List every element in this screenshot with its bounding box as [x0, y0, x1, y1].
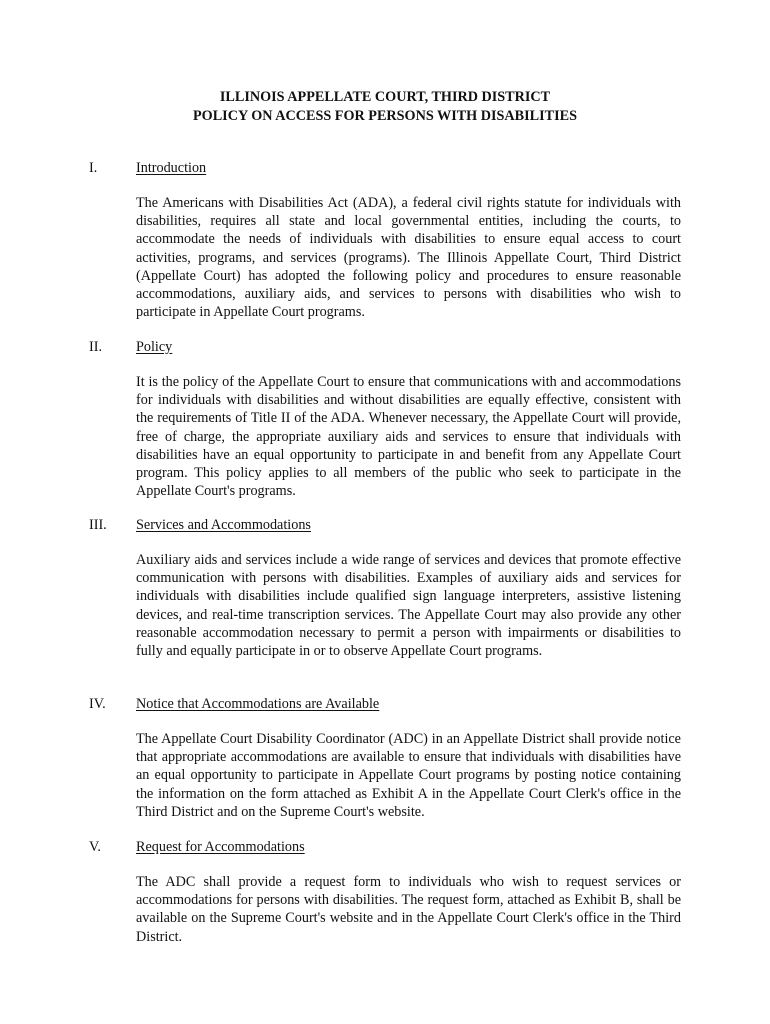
- section-body: [136, 873, 681, 946]
- section-body: [136, 730, 681, 821]
- section-body: [136, 194, 681, 321]
- section-body-text: The Americans with Disabilities Act (ADA), a federal civil rights statute for individuals with disabilities, requires all state and local governmental entities, including the courts, to accommodate the needs of individuals with disabilities to ensure equal access to court activities, programs, and services (programs). The Illinois Appellate Court, Third District (Appellate Court) has adopted the following policy and procedures to ensure reasonable accommodations, auxiliary aids, and services to persons with disabilities who wish to participate in Appellate Court programs.: [136, 195, 681, 321]
- section-numeral: III.: [89, 517, 107, 533]
- section-body: [136, 373, 681, 500]
- section-numeral: IV.: [89, 696, 106, 712]
- section-body-text: Auxiliary aids and services include a wide range of services and devices that promote effective communication with persons with disabilities. Examples of auxiliary aids and services for individuals with disabilities include qualified sign language interpreters, assistive listening devices, and real-time transcription services. The Appellate Court may also provide any other reasonable accommodation necessary to permit a person with impairments or disabilities to fully and equally participate in or to observe Appellate Court programs.: [136, 552, 681, 660]
- section-heading: Introduction: [136, 160, 207, 176]
- section-numeral: I.: [89, 160, 98, 176]
- section-numeral: II.: [89, 339, 102, 355]
- section-heading: Request for Accommodations: [136, 839, 305, 855]
- section-body-text: It is the policy of the Appellate Court to ensure that communications with and accommodations for individuals with disabilities and without disabilities are equally effective, consistent with the requirements of Title II of the ADA. Whenever necessary, the Appellate Court will provide, free of charge, the appropriate auxiliary aids and services to ensure that individuals with disabilities have an equal opportunity to participate in and benefit from any Appellate Court program. This policy applies to all members of the public who seek to participate in the Appellate Court's programs.: [136, 374, 681, 500]
- section-heading: Notice that Accommodations are Available: [136, 696, 380, 712]
- section-heading: Policy: [136, 339, 173, 355]
- section-heading: Services and Accommodations: [136, 517, 311, 533]
- section-body: [136, 551, 681, 660]
- section-body-text: The Appellate Court Disability Coordinator (ADC) in an Appellate District shall provide notice that appropriate accommodations are available to ensure that individuals with disabilities have an equal opportunity to participate in Appellate Court programs by posting notice containing the information on the form attached as Exhibit A in the Appellate Court Clerk's office in the Third District and on the Supreme Court's website.: [136, 731, 681, 820]
- section-body-text: The ADC shall provide a request form to individuals who wish to request services or accommodations for persons with disabilities. The request form, attached as Exhibit B, shall be available on the Supreme Court's website and in the Appellate Court Clerk's office in the Third District.: [136, 874, 681, 945]
- document-title-line-1: ILLINOIS APPELLATE COURT, THIRD DISTRICT: [219, 89, 551, 105]
- section-numeral: V.: [89, 839, 101, 855]
- document-title-line-2: POLICY ON ACCESS FOR PERSONS WITH DISABILITIES: [193, 108, 577, 124]
